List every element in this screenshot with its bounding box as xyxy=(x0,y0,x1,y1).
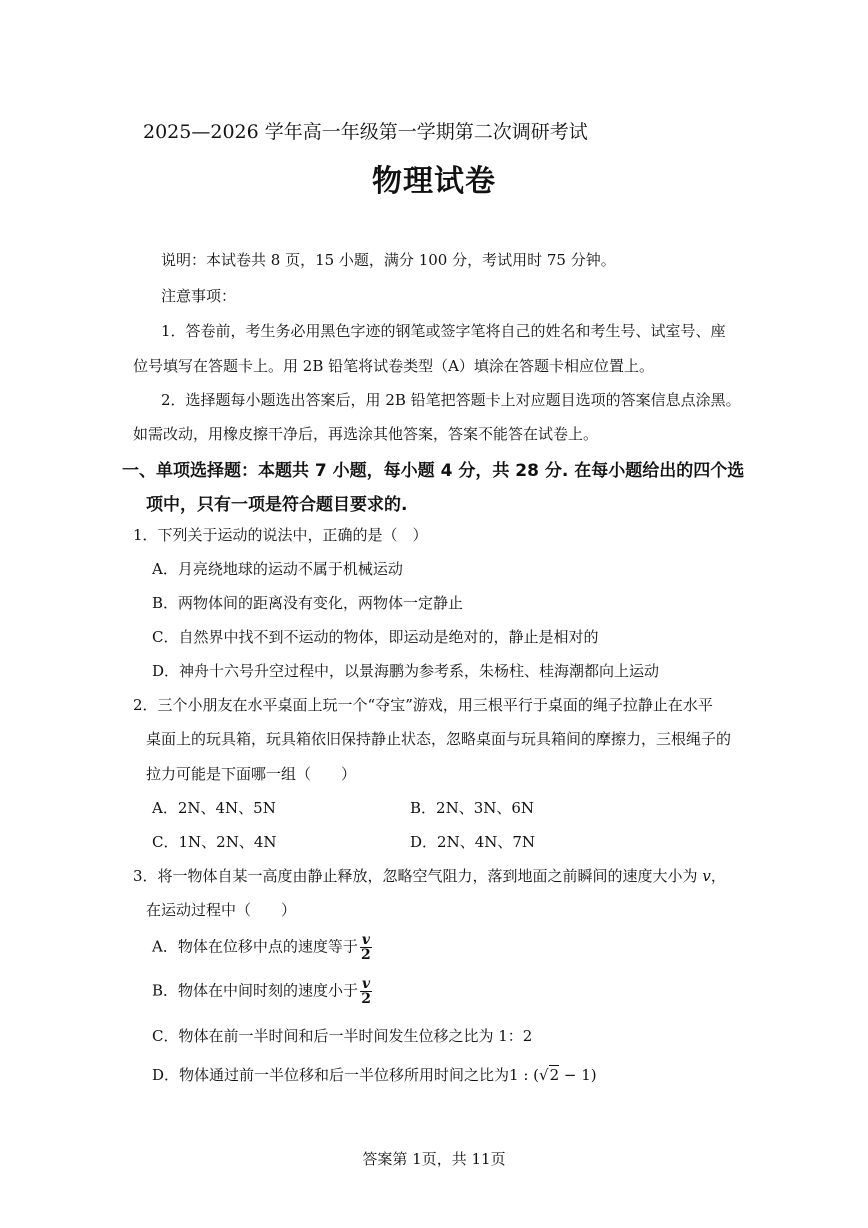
question-1-option-a: A．月亮绕地球的运动不属于机械运动 xyxy=(152,560,403,578)
question-2-option-c: C．1N、2N、4N xyxy=(152,833,277,851)
question-1-option-b: B．两物体间的距离没有变化，两物体一定静止 xyxy=(152,594,464,612)
question-2-option-d: D．2N、4N、7N xyxy=(410,833,536,851)
question-3-option-d xyxy=(152,1064,597,1085)
question-3-stem-line1 xyxy=(133,865,726,886)
question-3-stem-prefix: 3．将一物体自某一高度由静止释放，忽略空气阻力，落到地面之前瞬间的速度大小为 xyxy=(133,867,703,885)
instruction-item1-line2: 位号填写在答题卡上。用 2B 铅笔将试卷类型（A）填涂在答题卡相应位置上。 xyxy=(133,357,654,375)
question-2-stem-line3: 拉力可能是下面哪一组（ ） xyxy=(146,765,357,783)
question-3-option-a-text: A．物体在位移中点的速度等于 xyxy=(152,937,358,956)
page-footer: 答案第 1页，共 11页 xyxy=(362,1150,506,1168)
question-2-stem-line2: 桌面上的玩具箱，玩具箱依旧保持静止状态，忽略桌面与玩具箱间的摩擦力，三根绳子的 xyxy=(146,730,732,748)
fraction-numerator: v xyxy=(362,976,371,992)
question-1-option-d: D．神舟十六号升空过程中，以景海鹏为参考系，朱杨柱、桂海潮都向上运动 xyxy=(152,662,660,680)
question-3-option-d-text: D．物体通过前一半位移和后一半位移所用时间之比为 xyxy=(152,1066,510,1084)
instruction-item2-line1: 2．选择题每小题选出答案后，用 2B 铅笔把答题卡上对应题目选项的答案信息点涂黑。 xyxy=(161,391,741,409)
ratio-post: − 1) xyxy=(559,1066,597,1084)
question-3-velocity-var: v xyxy=(702,867,711,885)
exam-header-line: 2025—2026 学年高一年级第一学期第二次调研考试 xyxy=(143,121,588,143)
question-3-option-b-text: B．物体在中间时刻的速度小于 xyxy=(152,981,359,1000)
instruction-item1-line1: 1．答卷前，考生务必用黑色字迹的钢笔或签字笔将自己的姓名和考生号、试室号、座 xyxy=(161,322,726,340)
sqrt-radicand: 2 xyxy=(549,1066,560,1084)
attention-label: 注意事项： xyxy=(161,287,237,305)
fraction-v-over-2 xyxy=(360,933,372,962)
question-2-option-a: A．2N、4N、5N xyxy=(152,799,276,817)
section-heading-line1: 一、单项选择题：本题共 7 小题，每小题 4 分，共 28 分. 在每小题给出的四个选 xyxy=(122,461,745,481)
question-2-option-b: B．2N、3N、6N xyxy=(410,799,535,817)
subject-title: 物理试卷 xyxy=(372,164,496,199)
fraction-v-over-2 xyxy=(360,977,372,1006)
fraction-denominator: 2 xyxy=(361,947,371,963)
question-1-stem: 1．下列关于运动的说法中，正确的是（ ） xyxy=(133,526,428,544)
question-2-stem-line1: 2．三个小朋友在水平桌面上玩一个“夺宝”游戏，用三根平行于桌面的绳子拉静止在水平 xyxy=(133,696,713,714)
question-3-stem-suffix: ， xyxy=(710,867,726,885)
section-heading-line2: 项中，只有一项是符合题目要求的. xyxy=(146,495,408,515)
fraction-numerator: v xyxy=(361,932,370,948)
question-3-option-c: C．物体在前一半时间和后一半时间发生位移之比为 1：2 xyxy=(152,1027,533,1045)
question-1-option-c: C．自然界中找不到不运动的物体，即运动是绝对的，静止是相对的 xyxy=(152,628,599,646)
ratio-pre: 1 : ( xyxy=(509,1066,540,1084)
instruction-item2-line2: 如需改动，用橡皮擦干净后，再选涂其他答案，答案不能答在试卷上。 xyxy=(133,425,599,443)
instructions-note: 说明：本试卷共 8 页，15 小题，满分 100 分，考试用时 75 分钟。 xyxy=(161,251,616,269)
question-3-option-b xyxy=(152,977,372,1006)
sqrt-sign: √ xyxy=(539,1066,549,1084)
question-3-stem-line2: 在运动过程中（ ） xyxy=(146,901,297,919)
fraction-denominator: 2 xyxy=(361,991,371,1007)
question-3-option-a xyxy=(152,933,372,962)
ratio-expression xyxy=(509,1065,597,1084)
